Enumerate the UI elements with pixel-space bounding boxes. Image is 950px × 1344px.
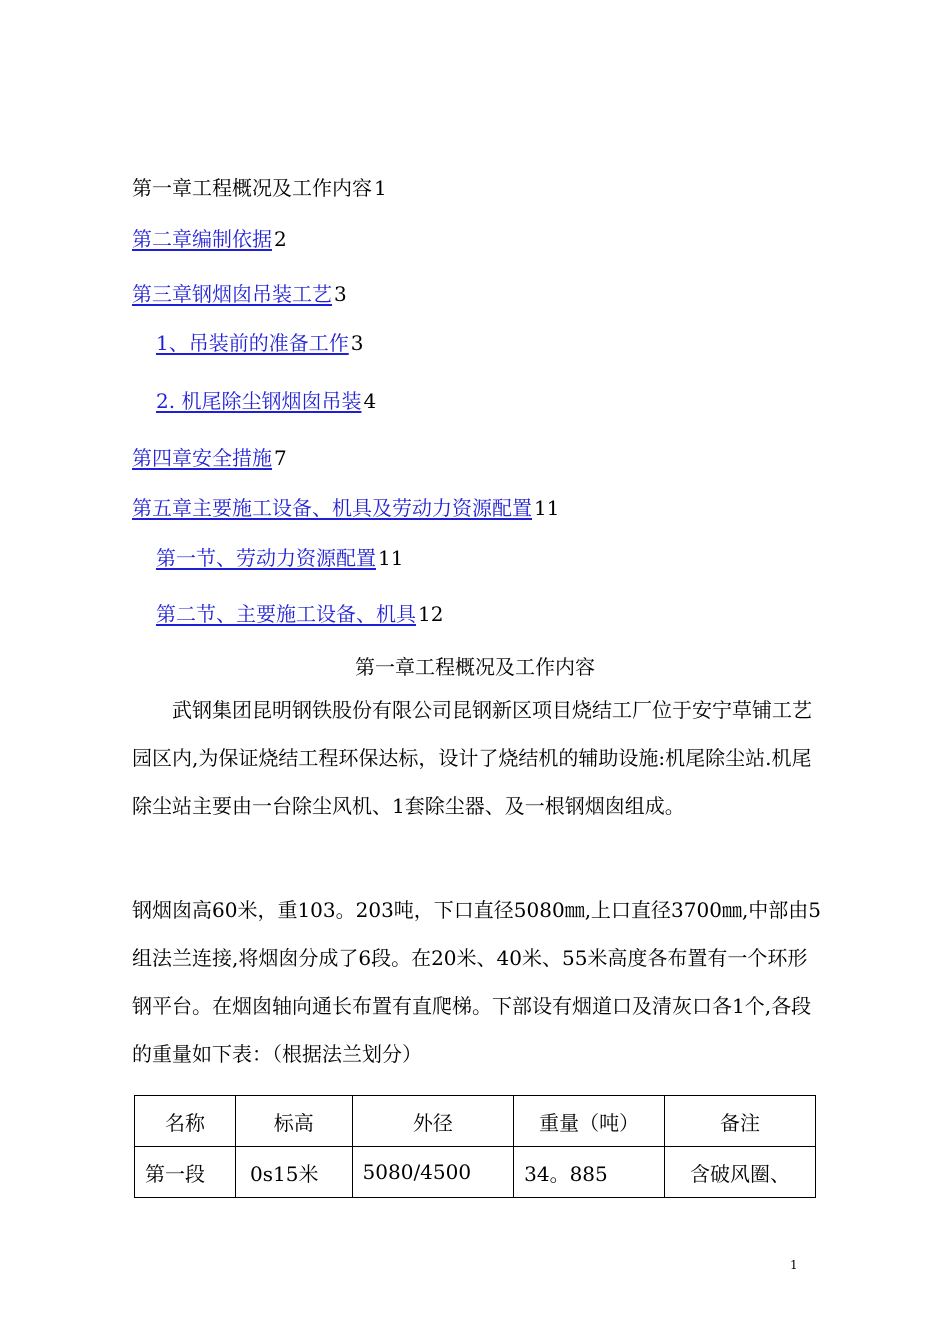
toc-item-chapter1[interactable] (132, 174, 387, 202)
toc-link[interactable]: 第四章安全措施 (132, 446, 272, 470)
toc-page-number: 3 (350, 331, 364, 355)
toc-page-number: 12 (418, 602, 444, 626)
body-paragraph: 武钢集团昆明钢铁股份有限公司昆钢新区项目烧结工厂位于安宁草铺工艺园区内,为保证烧结工程环保达标，设计了烧结机的辅助设施:机尾除尘站.机尾除尘站主要由一台除尘风机、1套除尘器、及一根钢烟囱组成。 (132, 698, 812, 818)
table-header-cell: 备注 (665, 1096, 816, 1147)
toc-item-section-3-2[interactable] (156, 387, 376, 415)
table-header-cell: 名称 (135, 1096, 236, 1147)
toc-link[interactable]: 2. 机尾除尘钢烟囱吊装 (156, 389, 362, 413)
toc-item-section-3-1[interactable] (156, 329, 363, 357)
table-cell: 0s15米 (236, 1147, 353, 1198)
toc-page-number: 11 (378, 546, 404, 570)
toc-label: 第一章工程概况及工作内容 (132, 176, 372, 200)
page-number: 1 (790, 1258, 798, 1272)
toc-link[interactable]: 第二节、主要施工设备、机具 (156, 602, 416, 626)
table-cell: 第一段 (135, 1147, 236, 1198)
table-cell: 5080/4500 (352, 1147, 514, 1198)
toc-item-section-5-1[interactable] (156, 544, 403, 572)
table-cell: 34。885 (514, 1147, 665, 1198)
table-cell: 含破风圈、 (665, 1147, 816, 1198)
table-header-cell: 重量（吨） (514, 1096, 665, 1147)
toc-link[interactable]: 第一节、劳动力资源配置 (156, 546, 376, 570)
chapter-heading: 第一章工程概况及工作内容 (355, 655, 595, 679)
toc-item-chapter3[interactable] (132, 280, 347, 308)
toc-page-number: 2 (274, 227, 287, 251)
table-row (135, 1147, 816, 1198)
toc-link[interactable]: 第五章主要施工设备、机具及劳动力资源配置 (132, 496, 532, 520)
toc-page-number: 3 (334, 282, 347, 306)
toc-page-number: 11 (534, 496, 560, 520)
toc-link[interactable]: 第三章钢烟囱吊装工艺 (132, 282, 332, 306)
toc-item-chapter4[interactable] (132, 444, 287, 472)
table-header-cell: 标高 (236, 1096, 353, 1147)
toc-page-number: 4 (363, 389, 377, 413)
toc-page-number: 1 (374, 176, 387, 200)
toc-item-chapter5[interactable] (132, 494, 559, 522)
toc-item-chapter2[interactable] (132, 225, 287, 253)
segment-weight-table (134, 1095, 816, 1198)
toc-item-section-5-2[interactable] (156, 600, 443, 628)
table-header-row (135, 1096, 816, 1147)
toc-link[interactable]: 第二章编制依据 (132, 227, 272, 251)
table-header-cell: 外径 (352, 1096, 514, 1147)
toc-link[interactable]: 1、吊装前的准备工作 (156, 331, 349, 355)
body-paragraph: 钢烟囱高60米，重103。203吨，下口直径5080㎜,上口直径3700㎜,中部由5组法兰连接,将烟囱分成了6段。在20米、40米、55米高度各布置有一个环形钢平台。在烟囱轴向通长布置有直爬梯。下部设有烟道口及清灰口各1个,各段的重量如下表：（根据法兰划分） (132, 898, 822, 1066)
toc-page-number: 7 (274, 446, 287, 470)
